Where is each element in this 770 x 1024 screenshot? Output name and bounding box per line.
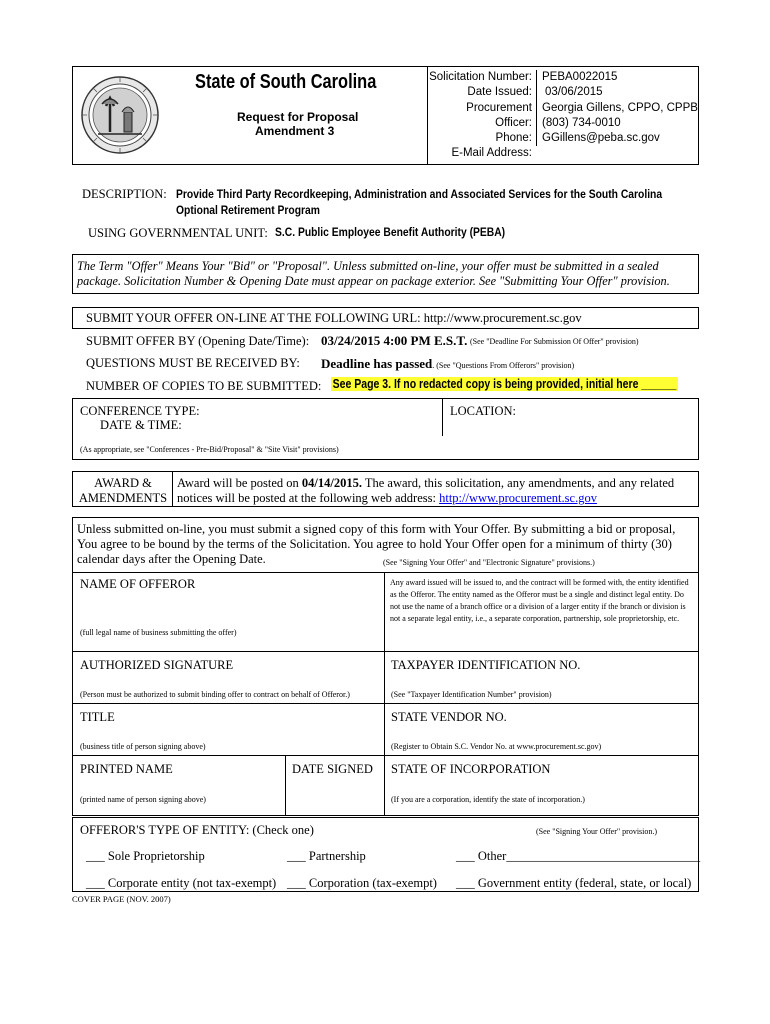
incorporation-field[interactable]: STATE OF INCORPORATION (391, 762, 551, 776)
award-text (177, 476, 674, 506)
copies-label: NUMBER OF COPIES TO BE SUBMITTED: (86, 379, 322, 393)
submit-online-url[interactable]: SUBMIT YOUR OFFER ON-LINE AT THE FOLLOWING URL: http://www.procurement.sc.gov (86, 311, 582, 325)
conference-note: (As appropriate, see "Conferences - Pre-Bid/Proposal" & "Site Visit" provisions) (80, 445, 339, 454)
award-label (74, 476, 172, 506)
description-text (176, 186, 662, 218)
entity-label: OFFEROR'S TYPE OF ENTITY: (Check one) (80, 823, 314, 837)
description-line-2: Optional Retirement Program (176, 203, 320, 217)
amendment-number: Amendment 3 (255, 124, 335, 138)
header-field-divider (536, 70, 537, 146)
award-date: 04/14/2015. (301, 476, 362, 490)
award-text-2: notices will be posted at the following web address: (177, 491, 440, 505)
incorporation-hint: (If you are a corporation, identify the state of incorporation.) (391, 795, 585, 804)
signing-note-ref: (See "Signing Your Offer" and "Electronic Signature" provisions.) (383, 558, 595, 567)
procurement-link[interactable]: http://www.procurement.sc.gov (439, 491, 597, 505)
authorized-signature-field[interactable]: AUTHORIZED SIGNATURE (80, 658, 234, 672)
offeror-name-field[interactable]: NAME OF OFFEROR (80, 577, 196, 591)
offer-note-line-2: package. Solicitation Number & Opening Date must appear on package exterior. See "Submitting Your Offer" provision. (77, 274, 670, 288)
taxpayer-id-field[interactable]: TAXPAYER IDENTIFICATION NO. (391, 658, 581, 672)
signing-note-line-2: You agree to be bound by the terms of the Solicitation. You agree to hold Your Offer open for a minimum of thirty (30) (77, 537, 672, 551)
form-row-line-4 (72, 755, 699, 756)
email-value: GGillens@peba.sc.gov (542, 132, 660, 145)
footer-cover-page: COVER PAGE (NOV. 2007) (72, 894, 171, 904)
procurement-officer-label: Procurement Officer: (466, 101, 532, 129)
location-label: LOCATION: (450, 404, 516, 418)
authorized-signature-hint: (Person must be authorized to submit binding offer to contract on behalf of Offeror.) (80, 690, 350, 699)
form-column-line (384, 572, 385, 816)
conference-type-label: CONFERENCE TYPE: (80, 404, 200, 418)
entity-ref: (See "Signing Your Offer" provision.) (536, 827, 658, 836)
submit-by-note: (See "Deadline For Submission Of Offer" provision) (470, 337, 639, 346)
questions-label: QUESTIONS MUST BE RECEIVED BY: (86, 356, 300, 370)
solicitation-values (542, 70, 698, 146)
copies-value: See Page 3. If no redacted copy is being provided, initial here ______ (332, 377, 677, 391)
award-line-2 (177, 491, 674, 506)
option-government-entity[interactable]: ___ Government entity (federal, state, or local) (456, 876, 692, 890)
option-corporate-entity[interactable]: ___ Corporate entity (not tax-exempt) (86, 876, 277, 890)
form-row-line-3 (72, 703, 699, 704)
award-label-line-2: AMENDMENTS (78, 491, 168, 505)
submit-by-label: SUBMIT OFFER BY (Opening Date/Time): (86, 334, 310, 348)
vendor-no-field[interactable]: STATE VENDOR NO. (391, 710, 507, 724)
date-issued-label: Date Issued: (467, 86, 532, 99)
state-seal-icon (80, 72, 160, 158)
phone-value: (803) 734-0010 (542, 116, 621, 129)
email-label: E-Mail Address: (451, 147, 532, 160)
solicitation-labels (428, 70, 532, 162)
award-label-line-1: AWARD & (94, 476, 152, 490)
questions-deadline (321, 355, 574, 373)
offer-note-line-1: The Term "Offer" Means Your "Bid" or "Proposal". Unless submitted on-line, your offer must be submitted in a sealed (77, 259, 659, 273)
opening-date-value: 03/24/2015 4:00 PM E.S.T. (321, 333, 468, 348)
state-title: State of South Carolina (195, 71, 377, 93)
governmental-unit-label: USING GOVERNMENTAL UNIT: (88, 226, 268, 240)
printed-name-hint: (printed name of person signing above) (80, 795, 206, 804)
conference-divider (442, 398, 443, 436)
offer-note-text (77, 259, 670, 289)
title-hint: (business title of person signing above) (80, 742, 206, 751)
date-issued-value: 03/06/2015 (545, 86, 603, 99)
solicitation-number-value: PEBA0022015 (542, 71, 618, 83)
document-type: Request for Proposal (237, 110, 359, 124)
governmental-unit-value: S.C. Public Employee Benefit Authority (PEBA) (275, 225, 506, 239)
option-corporation-tax-exempt[interactable]: ___ Corporation (tax-exempt) (287, 876, 437, 890)
conference-date-label: DATE & TIME: (100, 418, 182, 432)
offeror-name-hint: (full legal name of business submitting the offer) (80, 628, 237, 637)
form-row-line-1 (72, 572, 699, 573)
description-label: DESCRIPTION: (82, 187, 167, 201)
phone-label: Phone: (495, 132, 532, 145)
solicitation-number-label: Solicitation Number: (429, 71, 532, 83)
option-other[interactable]: ___ Other_______________________________ (456, 849, 701, 863)
date-signed-field[interactable]: DATE SIGNED (292, 762, 373, 776)
description-line-1: Provide Third Party Recordkeeping, Administration and Associated Services for the South Carolina (176, 187, 663, 201)
option-partnership[interactable]: ___ Partnership (287, 849, 366, 863)
date-signed-column-line (285, 755, 286, 816)
title-field[interactable]: TITLE (80, 710, 115, 724)
award-line-1 (177, 476, 674, 491)
signing-note-line-1: Unless submitted on-line, you must submit a signed copy of this form with Your Offer. By submitting a bid or proposal, (77, 522, 676, 536)
award-text-post: The award, this solicitation, any amendments, and any related (361, 476, 675, 490)
offeror-info: Any award issued will be issued to, and the contract will be formed with, the entity identified as the Offeror. The entity named as the Offeror must be a single and distinct legal entity. Do not use the name of a branch office or a division of a larger entity if the branch or division is not a separate legal entity, i.e., a separate corporation, partnership, sole proprietorship, etc. (390, 578, 689, 623)
form-row-line-2 (72, 651, 699, 652)
signing-note-line-3: calendar days after the Opening Date. (77, 552, 266, 566)
award-text-pre: Award will be posted on (177, 476, 302, 490)
printed-name-field[interactable]: PRINTED NAME (80, 762, 173, 776)
procurement-officer-value: Georgia Gillens, CPPO, CPPB (542, 101, 698, 114)
taxpayer-id-hint: (See "Taxpayer Identification Number" provision) (391, 690, 552, 699)
award-divider (172, 471, 173, 507)
option-sole-proprietorship[interactable]: ___ Sole Proprietorship (86, 849, 205, 863)
vendor-no-hint: (Register to Obtain S.C. Vendor No. at www.procurement.sc.gov) (391, 742, 602, 751)
questions-note: . (See "Questions From Offerors" provision) (432, 361, 575, 370)
questions-deadline-value: Deadline has passed (321, 356, 433, 371)
